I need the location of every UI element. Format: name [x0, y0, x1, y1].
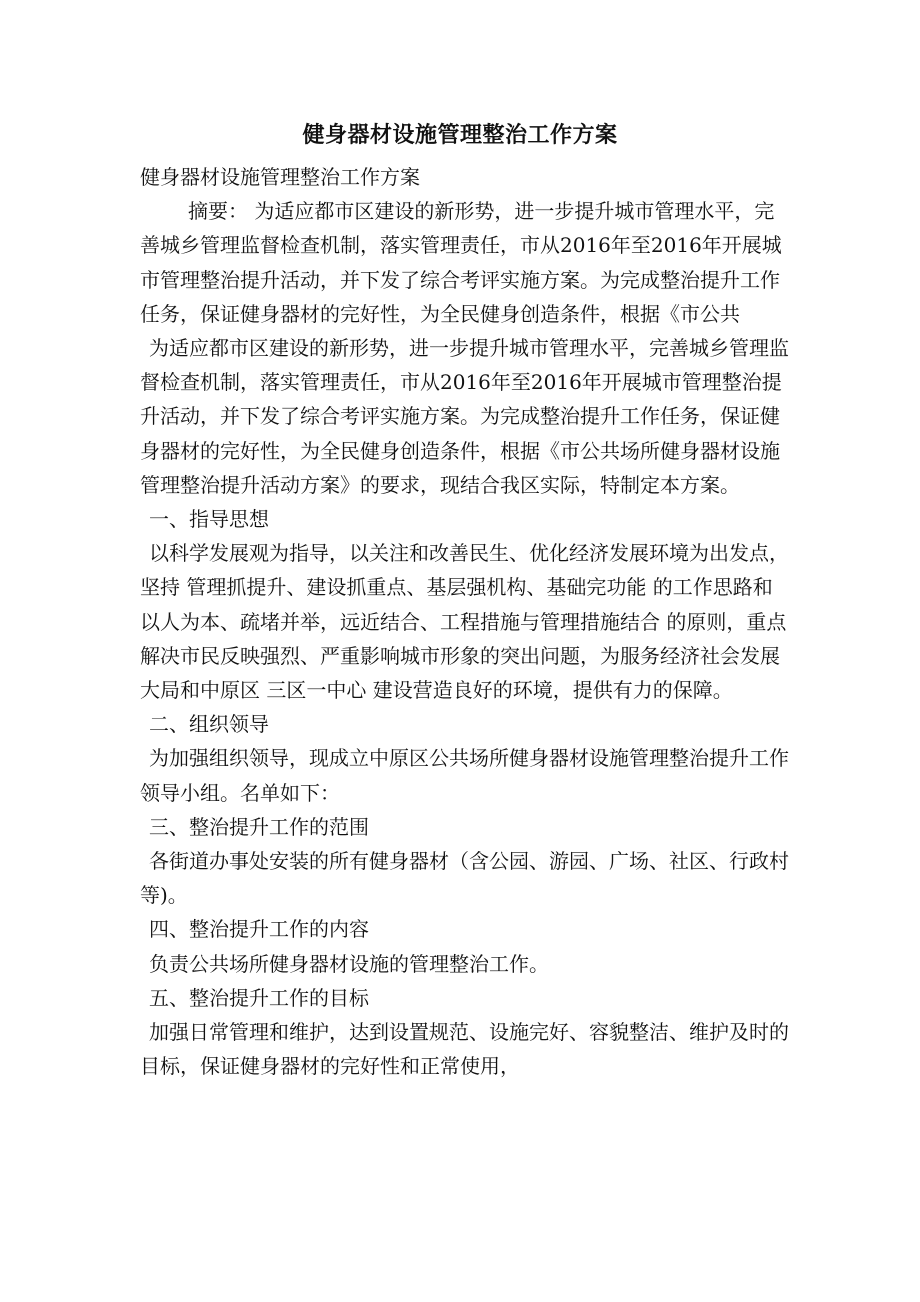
section-text: 加强日常管理和维护，达到设置规范、设施完好、容貌整洁、维护及时的目标，保证健身器材的完好性和正常使用， [140, 1020, 789, 1079]
section-text: 各街道办事处安装的所有健身器材（含公园、游园、广场、社区、行政村等)。 [140, 849, 789, 908]
intro-paragraph: 为适应都市区建设的新形势，进一步提升城市管理水平，完善城乡管理监督检查机制，落实管理责任，市从2016年至2016年开展城市管理整治提升活动，并下发了综合考评实施方案。为完成整治提升工作任务，保证健身器材的完好性，为全民健身创造条件，根据《市公共场所健身器材设施管理整治提升活动方案》的要求，现结合我区实际，特制定本方案。 [140, 336, 789, 497]
section-heading: 四、整治提升工作的内容 [149, 917, 369, 942]
section-text: 以科学发展观为指导，以关注和改善民生、优化经济发展环境为出发点，坚持 管理抓提升、建设抓重点、基层强机构、基础完功能 的工作思路和 以人为本、疏堵并举，远近结合、工程措施与管理措施结合 的原则，重点解决市民反映强烈、严重影响城市形象的突出问题，为服务经济社会发展大局和中原区 三区一中心 建设营造良好的环境，提供有力的保障。 [140, 541, 789, 703]
section-heading: 二、组织领导 [149, 712, 269, 737]
document-body [140, 160, 790, 1083]
section-text: 为加强组织领导，现成立中原区公共场所健身器材设施管理整治提升工作领导小组。名单如下： [140, 746, 789, 805]
section-heading: 三、整治提升工作的范围 [149, 814, 369, 839]
document-title: 健身器材设施管理整治工作方案 [302, 122, 618, 148]
document-subtitle: 健身器材设施管理整治工作方案 [140, 165, 420, 189]
section-heading: 一、指导思想 [149, 507, 269, 532]
section-heading: 五、整治提升工作的目标 [149, 985, 369, 1010]
abstract-paragraph: 摘要： 为适应都市区建设的新形势，进一步提升城市管理水平，完善城乡管理监督检查机制，落实管理责任，市从2016年至2016年开展城市管理整治提升活动，并下发了综合考评实施方案。为完成整治提升工作任务，保证健身器材的完好性，为全民健身创造条件，根据《市公共 [140, 199, 782, 326]
section-text: 负责公共场所健身器材设施的管理整治工作。 [149, 951, 549, 976]
